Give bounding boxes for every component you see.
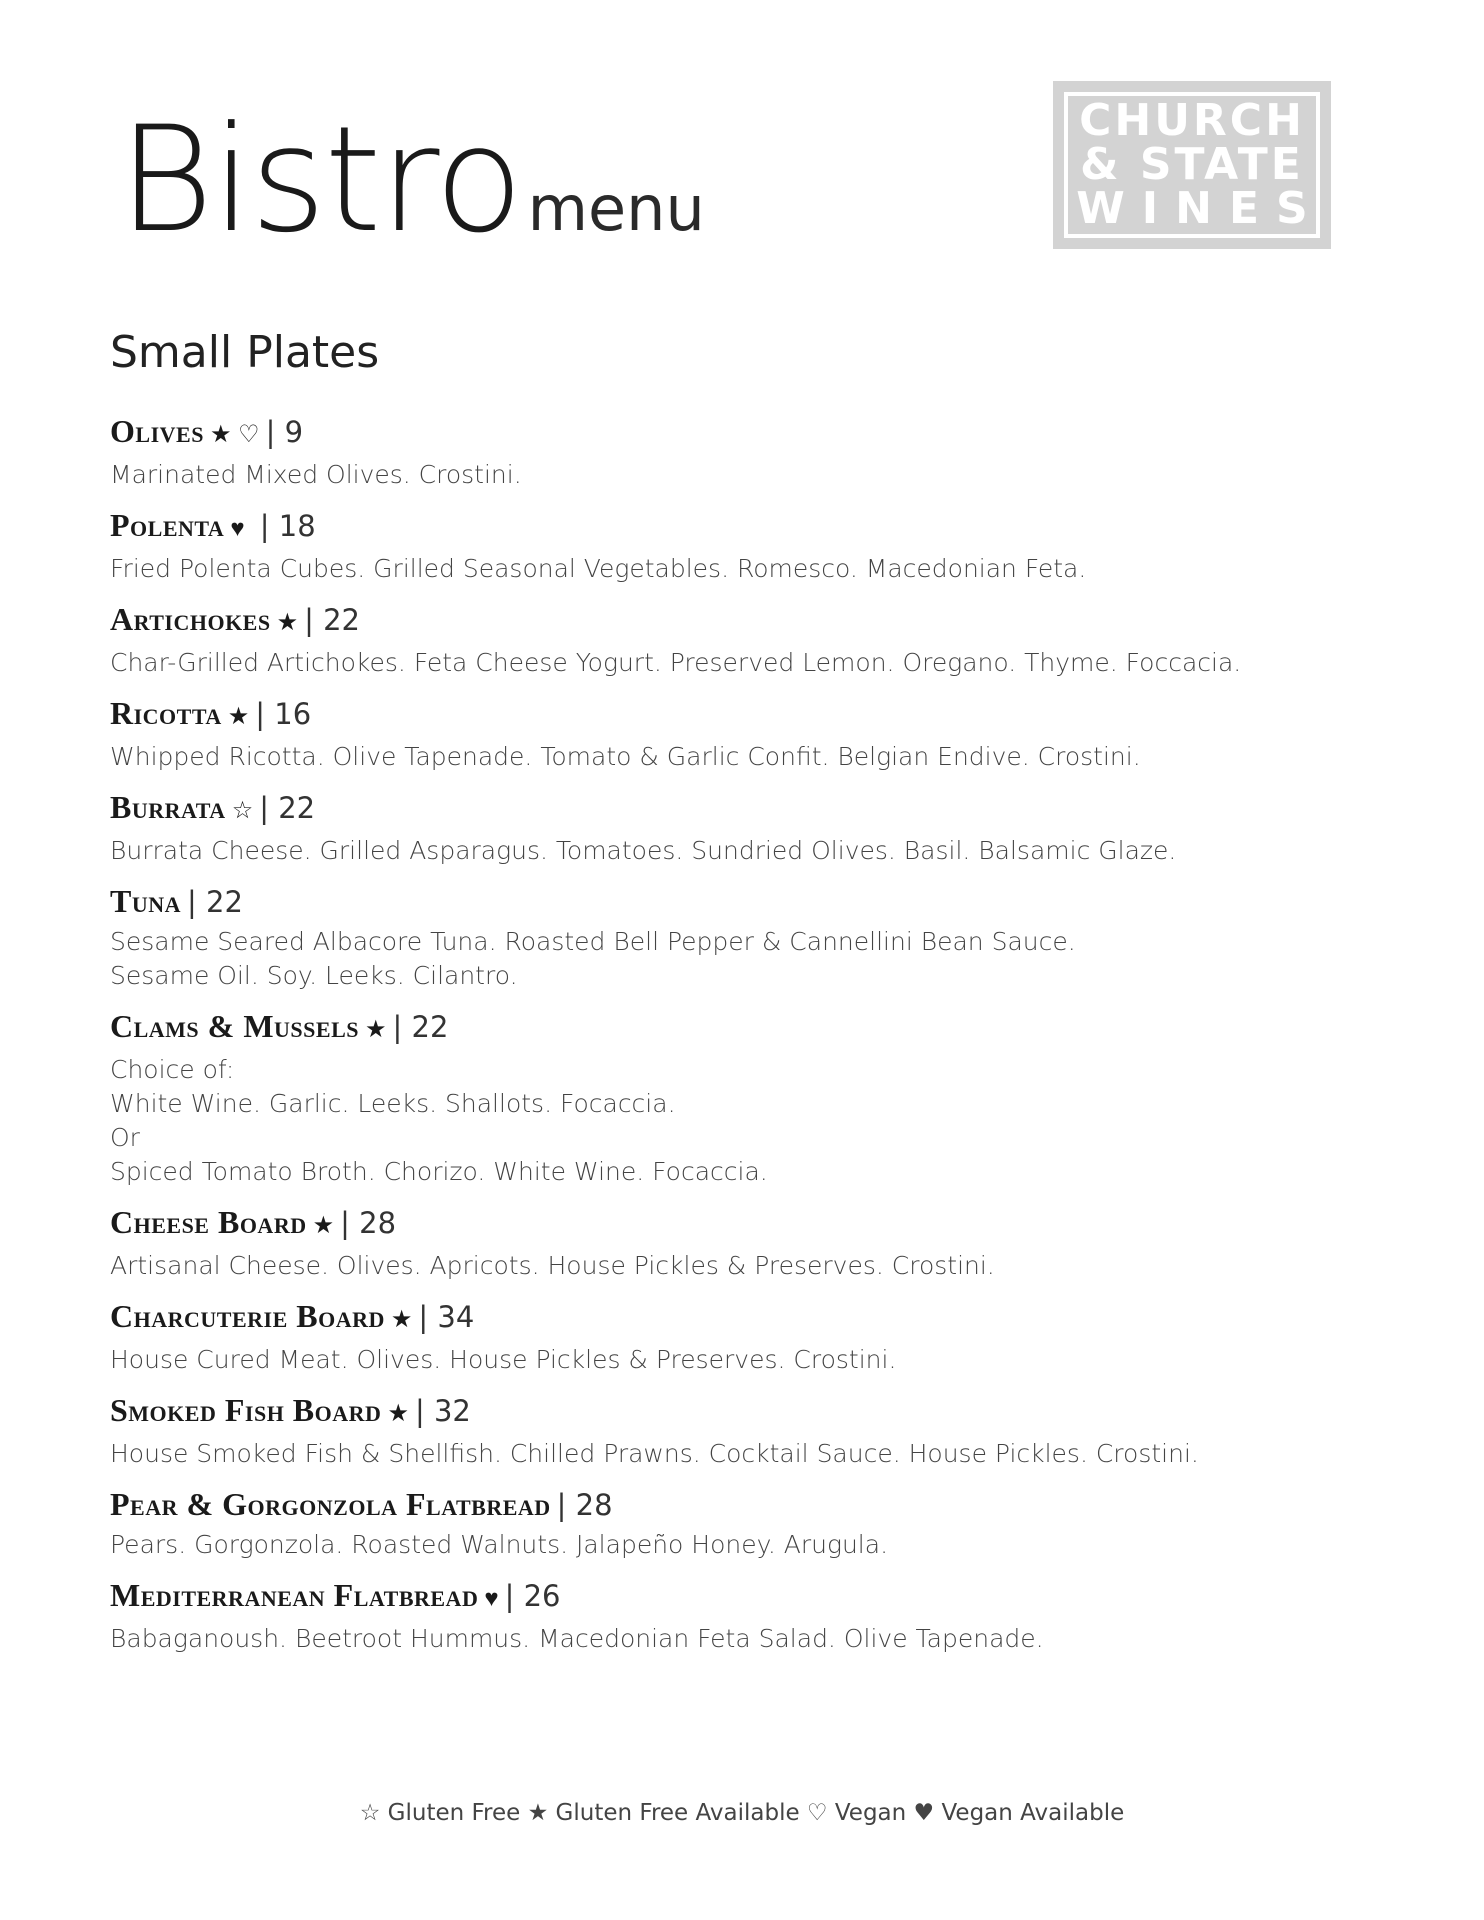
- menu-item-description: Fried Polenta Cubes. Grilled Seasonal Vegetables. Romesco. Macedonian Feta.: [110, 554, 1087, 583]
- menu-item-name: Burrata: [110, 789, 226, 825]
- menu-item-heading: [110, 1293, 1350, 1343]
- menu-item-heading: [110, 502, 1350, 552]
- dietary-symbol-icon: ☆: [231, 797, 254, 824]
- menu-item: [110, 690, 1350, 774]
- title-menu: menu: [527, 172, 705, 245]
- logo-line-1: CHURCH: [1079, 95, 1305, 146]
- menu-items: [110, 408, 1350, 1666]
- menu-item-description: Artisanal Cheese. Olives. Apricots. House Pickles & Preserves. Crostini.: [110, 1251, 995, 1280]
- menu-item-price: | 22: [187, 885, 243, 919]
- menu-item-price: | 32: [414, 1394, 471, 1428]
- dietary-symbol-icon: ♥: [484, 1585, 499, 1612]
- menu-item-description: Babaganoush. Beetroot Hummus. Macedonian Feta Salad. Olive Tapenade.: [110, 1624, 1044, 1653]
- menu-item-price: | 18: [250, 509, 316, 543]
- menu-item-price: | 9: [265, 415, 304, 449]
- menu-item-description: House Cured Meat. Olives. House Pickles & Preserves. Crostini.: [110, 1345, 897, 1374]
- dietary-symbol-icon: ★: [276, 609, 299, 636]
- menu-item-description: Spiced Tomato Broth. Chorizo. White Wine. Focaccia.: [110, 1157, 768, 1186]
- menu-item-name: Polenta: [110, 507, 225, 543]
- menu-item-heading: [110, 596, 1350, 646]
- menu-item-price: | 22: [259, 791, 316, 825]
- menu-item-name: Tuna: [110, 883, 182, 919]
- dietary-symbol-icon: ★: [312, 1212, 335, 1239]
- menu-item-name: Ricotta: [110, 695, 222, 731]
- section-title: Small Plates: [110, 327, 380, 378]
- dietary-symbol-icon: ★: [387, 1400, 409, 1427]
- menu-item-price: | 22: [304, 603, 360, 637]
- menu-item: [110, 1387, 1350, 1471]
- menu-item-heading: [110, 408, 1350, 458]
- dietary-symbol-icon: ★: [227, 703, 250, 730]
- menu-item-heading: [110, 878, 1350, 925]
- menu-item-name: Clams & Mussels: [110, 1008, 359, 1044]
- menu-item-description: White Wine. Garlic. Leeks. Shallots. Focaccia.: [110, 1089, 676, 1118]
- menu-item: [110, 1003, 1350, 1189]
- dietary-legend: ☆ Gluten Free ★ Gluten Free Available ♡ Vegan ♥ Vegan Available: [359, 1800, 1125, 1826]
- menu-item-name: Cheese Board: [110, 1204, 307, 1240]
- menu-item-price: | 34: [418, 1300, 475, 1334]
- menu-item: [110, 596, 1350, 680]
- church-state-wines-logo: [1053, 81, 1331, 249]
- menu-item-heading: [110, 1572, 1350, 1622]
- menu-item: [110, 784, 1350, 868]
- menu-item-heading: [110, 784, 1350, 834]
- dietary-symbol-icon: ♥: [230, 515, 245, 542]
- dietary-symbol-icon: ★: [390, 1306, 413, 1333]
- menu-item: [110, 1481, 1350, 1562]
- dietary-symbol-icon: ★ ♡: [209, 421, 260, 448]
- menu-item: [110, 1199, 1350, 1283]
- menu-item-price: | 28: [556, 1488, 613, 1522]
- menu-item-description: House Smoked Fish & Shellfish. Chilled Prawns. Cocktail Sauce. House Pickles. Crostini.: [110, 1439, 1199, 1468]
- menu-item-heading: [110, 1003, 1350, 1053]
- menu-item-name: Olives: [110, 413, 204, 449]
- menu-item: [110, 1572, 1350, 1656]
- menu-item: [110, 1293, 1350, 1377]
- menu-item-name: Mediterranean Flatbread: [110, 1577, 479, 1613]
- menu-item-description: Whipped Ricotta. Olive Tapenade. Tomato & Garlic Confit. Belgian Endive. Crostini.: [110, 742, 1141, 771]
- menu-item-description: Char-Grilled Artichokes. Feta Cheese Yogurt. Preserved Lemon. Oregano. Thyme. Foccacia.: [110, 648, 1242, 677]
- menu-item-description: Choice of:: [110, 1055, 235, 1084]
- menu-item-name: Artichokes: [110, 601, 271, 637]
- menu-item-price: | 28: [340, 1206, 397, 1240]
- menu-item-price: | 26: [504, 1579, 561, 1613]
- menu-item-heading: [110, 1199, 1350, 1249]
- menu-item-description: Marinated Mixed Olives. Crostini.: [110, 460, 522, 489]
- menu-item-description: Sesame Oil. Soy. Leeks. Cilantro.: [110, 961, 518, 990]
- menu-item: [110, 408, 1350, 492]
- menu-item-description: Sesame Seared Albacore Tuna. Roasted Bell Pepper & Cannellini Bean Sauce.: [110, 927, 1076, 956]
- menu-item-description: Pears. Gorgonzola. Roasted Walnuts. Jalapeño Honey. Arugula.: [110, 1530, 889, 1559]
- menu-item-heading: [110, 690, 1350, 740]
- logo-line-3: WINES: [1076, 183, 1325, 234]
- menu-item-price: | 16: [255, 697, 312, 731]
- menu-item-price: | 22: [392, 1010, 449, 1044]
- logo-frame: [1064, 92, 1325, 238]
- menu-item-name: Pear & Gorgonzola Flatbread: [110, 1486, 551, 1522]
- menu-item-name: Charcuterie Board: [110, 1298, 385, 1334]
- dietary-symbol-icon: ★: [364, 1016, 387, 1043]
- menu-item-description: Or: [110, 1123, 140, 1152]
- title-bistro: Bistro: [118, 95, 522, 265]
- menu-item-heading: [110, 1387, 1350, 1437]
- logo-line-2: & STATE: [1080, 139, 1304, 190]
- menu-item-description: Burrata Cheese. Grilled Asparagus. Tomatoes. Sundried Olives. Basil. Balsamic Glaze.: [110, 836, 1177, 865]
- menu-item: [110, 502, 1350, 586]
- menu-item: [110, 878, 1350, 993]
- menu-item-name: Smoked Fish Board: [110, 1392, 382, 1428]
- menu-item-heading: [110, 1481, 1350, 1528]
- menu-title: [118, 95, 705, 265]
